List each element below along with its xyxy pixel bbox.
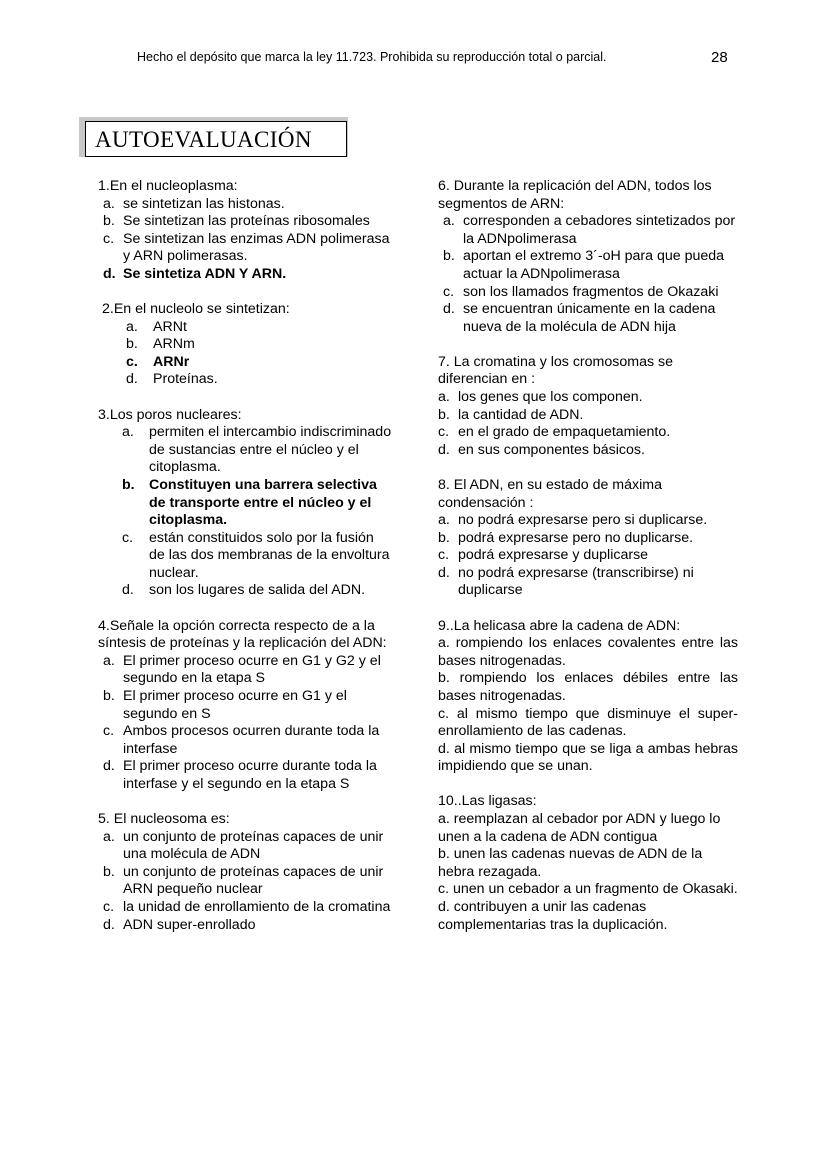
question-text: 1.En el nucleoplasma: [98, 178, 238, 194]
option-d: d. en sus componentes básicos. [438, 441, 645, 458]
option-d: d. Proteínas. [126, 371, 218, 388]
page-number: 28 [711, 49, 728, 66]
option-c-correct: c. ARNr [126, 353, 190, 370]
option-b: b. ARNm [126, 336, 195, 353]
option-c: c. están constituidos solo por la fusión de las dos membranas de la envoltura nuclear. [122, 529, 390, 581]
question-text: 5. El nucleosoma es: [98, 811, 230, 827]
option-d-correct: d. Se sintetiza ADN Y ARN. [103, 265, 287, 282]
option-c: c. podrá expresarse y duplicarse [438, 547, 649, 564]
option-a: a. se sintetizan las histonas. [103, 195, 285, 212]
option-b-correct: b. Constituyen una barrera selectiva de transporte entre el núcleo y el citoplasma. [122, 476, 377, 529]
option-c: c. Se sintetizan las enzimas ADN polimerasa y ARN polimerasas. [103, 230, 390, 265]
question-8 [438, 477, 738, 600]
option-b: b. la cantidad de ADN. [438, 406, 584, 423]
option-d: d. contribuyen a unir las cadenas complementarias tras la duplicación. [438, 898, 668, 933]
right-column [438, 178, 738, 952]
option-a: a. los genes que los componen. [438, 389, 643, 406]
header-copyright-note: Hecho el depósito que marca la ley 11.723. Prohibida su reproducción total o parcial. [137, 50, 607, 64]
option-c: c. Ambos procesos ocurren durante toda la interfase [103, 723, 380, 757]
option-b: b. aportan el extremo 3´-oH para que pueda actuar la ADNpolimerasa [443, 248, 725, 282]
option-c: c. la unidad de enrollamiento de la cromatina [103, 898, 391, 915]
question-text: 9..La helicasa abre la cadena de ADN: [438, 617, 681, 634]
question-2 [102, 301, 393, 389]
option-a: a. un conjunto de proteínas capaces de unir una molécula de ADN [103, 828, 384, 863]
question-text: 2.En el nucleolo se sintetizan: [102, 301, 290, 318]
question-3 [98, 407, 393, 601]
question-4 [98, 618, 393, 794]
option-c: c. son los llamados fragmentos de Okazaki [443, 283, 719, 300]
option-a: a. permiten el intercambio indiscriminado de sustancias entre el núcleo y el citoplasma. [122, 424, 392, 476]
question-text: 8. El ADN, en su estado de máxima condensación : [438, 476, 662, 511]
question-9 [438, 618, 738, 776]
question-6 [438, 178, 738, 336]
option-b: b. El primer proceso ocurre en G1 y el segundo en S [103, 687, 347, 722]
option-d: d. al mismo tiempo que se liga a ambas hebras impidiendo que se unan. [438, 740, 738, 775]
option-d: d. se encuentran únicamente en la cadena nueva de la molécula de ADN hija [443, 301, 716, 335]
option-a: a. El primer proceso ocurre en G1 y G2 y el segundo en la etapa S [103, 652, 381, 687]
option-b: b. rompiendo los enlaces débiles entre las bases nitrogenadas. [438, 670, 738, 704]
option-b: b. podrá expresarse pero no duplicarse. [438, 529, 694, 546]
option-a: a. reemplazan al cebador por ADN y luego lo unen a la cadena de ADN contigua [438, 811, 721, 845]
option-b: b. Se sintetizan las proteínas ribosomales [103, 213, 370, 230]
question-text: 7. La cromatina y los cromosomas se diferencian en : [438, 353, 673, 388]
question-text: 4.Señale la opción correcta respecto de a la síntesis de proteínas y la replicación del ADN: [98, 617, 387, 652]
question-7 [438, 354, 738, 460]
option-a: a. corresponden a cebadores sintetizados por la ADNpolimerasa [443, 213, 736, 247]
option-d: d. son los lugares de salida del ADN. [122, 582, 366, 599]
question-text: 10..Las ligasas: [438, 793, 537, 810]
option-c: c. en el grado de empaquetamiento. [438, 424, 671, 441]
option-d: d. no podrá expresarse (transcribirse) ni duplicarse [438, 564, 694, 599]
section-title: AUTOEVALUACIÓN [85, 121, 347, 157]
option-a: a. ARNt [126, 318, 187, 335]
option-b: b. un conjunto de proteínas capaces de unir ARN pequeño nuclear [103, 863, 384, 898]
option-d: d. El primer proceso ocurre durante toda la interfase y el segundo en la etapa S [103, 758, 377, 792]
question-10 [438, 793, 738, 934]
question-text: 6. Durante la replicación del ADN, todos los segmentos de ARN: [438, 178, 712, 212]
option-a: a. rompiendo los enlaces covalentes entre las bases nitrogenadas. [438, 635, 738, 669]
option-c: c. al mismo tiempo que disminuye el super-enrollamiento de las cadenas. [438, 705, 738, 740]
option-d: d. ADN super-enrollado [103, 916, 256, 933]
option-c: c. unen un cebador a un fragmento de Okasaki. [438, 881, 738, 898]
question-5 [98, 811, 393, 934]
question-1 [98, 178, 393, 284]
option-a: a. no podrá expresarse pero si duplicarse. [438, 512, 708, 529]
question-text: 3.Los poros nucleares: [98, 406, 242, 423]
option-b: b. unen las cadenas nuevas de ADN de la hebra rezagada. [438, 846, 703, 880]
left-column [98, 178, 393, 952]
